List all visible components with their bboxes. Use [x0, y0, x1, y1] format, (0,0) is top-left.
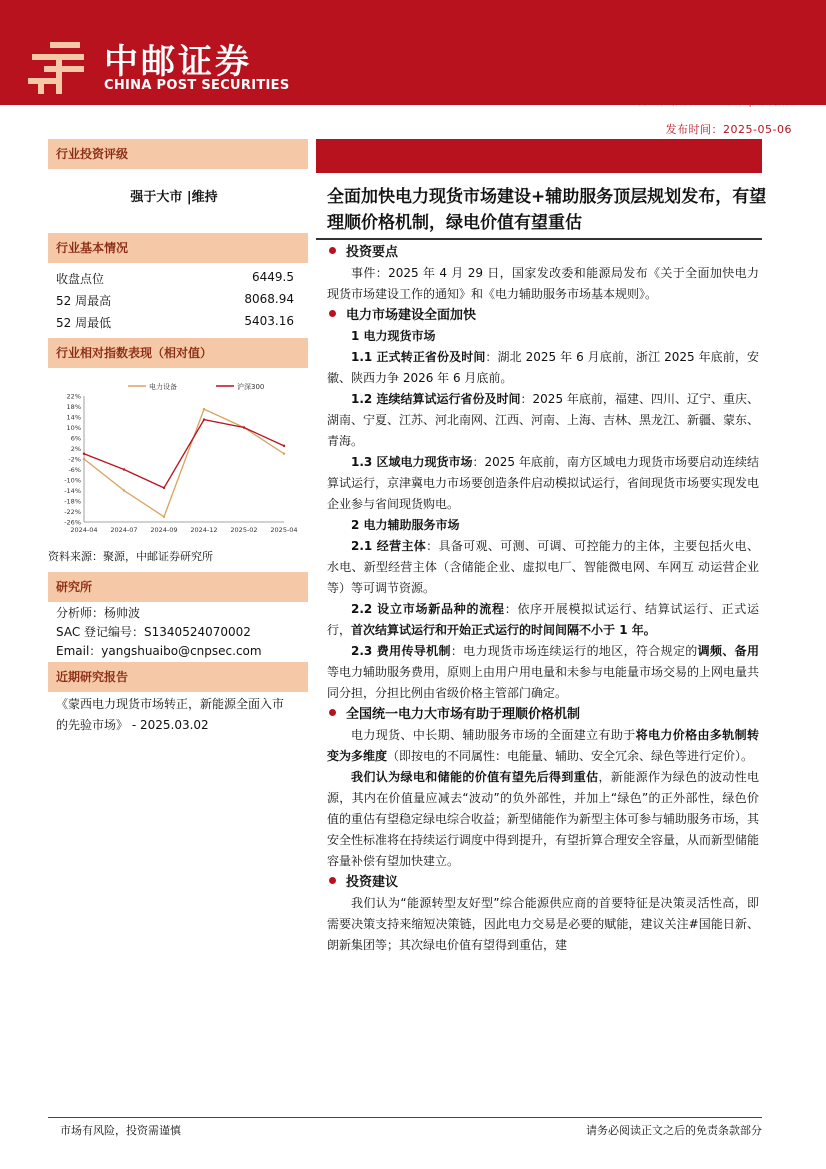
basic-row [56, 270, 294, 287]
basic-label: 52 周最高 [56, 294, 112, 308]
analyst: 分析师：杨帅波 [56, 606, 141, 620]
paragraph: 1.2 连续结算试运行省份及时间：2025 年底前，福建、四川、辽宁、重庆、湖南、宁夏、江苏、河北南网、江西、河南、上海、吉林、黑龙江、新疆、蒙东、青海。 [327, 392, 760, 448]
report-title: 全面加快电力现货市场建设+辅助服务顶层规划发布，有望理顺价格机制，绿电价值有望重估 [327, 187, 767, 233]
perf-title: 行业相对指数表现（相对值） [48, 338, 308, 368]
y-tick-label: -22% [64, 508, 81, 516]
y-tick-label: -26% [64, 518, 81, 527]
y-tick-label: 14% [66, 413, 81, 422]
data-point [163, 487, 165, 489]
relative-index-chart [48, 376, 300, 540]
paragraph: 1.3 区域电力现货市场：2025 年底前，南方区域电力现货市场要启动连续结算试运行，京津冀电力市场要创造条件启动模拟试运行，省间现货市场要实现发电企业参与省间现货购电。 [327, 455, 760, 511]
paragraph: 事件：2025 年 4 月 29 日，国家发改委和能源局发布《关于全面加快电力现货市场建设工作的通知》和《电力辅助服务市场基本规则》。 [327, 266, 759, 301]
data-point [123, 468, 125, 470]
y-tick-label: -18% [64, 497, 81, 506]
paragraph: 我们认为“能源转型友好型”综合能源供应商的首要特征是决策灵活性高，即需要决策支持来缩短决策链，因此电力交易是必要的赋能，建议关注#国能日新、朗新集团等；其次绿电价值有望得到重估，建 [327, 896, 759, 952]
section-heading: 电力市场建设全面加快 [327, 305, 759, 326]
data-point [243, 426, 245, 428]
subheading: 1 电力现货市场 [351, 329, 436, 343]
basic-title: 行业基本情况 [48, 233, 308, 263]
footer-divider [48, 1117, 762, 1118]
basic-value: 8068.94 [244, 292, 294, 306]
chart-source: 资料来源：聚源，中邮证券研究所 [48, 550, 213, 563]
footer-disclaimer: 请务必阅读正文之后的免责条款部分 [586, 1124, 762, 1137]
x-tick-label: 2025-04 [270, 526, 298, 534]
basic-value: 6449.5 [252, 270, 294, 284]
bullet-icon [329, 709, 336, 716]
y-tick-label: -6% [68, 466, 81, 474]
x-tick-label: 2024-12 [190, 526, 218, 534]
basic-row [56, 314, 294, 331]
header-band [0, 0, 826, 105]
series-line-2 [84, 420, 284, 488]
y-tick-label: 10% [66, 424, 81, 432]
x-tick-label: 2024-09 [150, 526, 178, 534]
report-type: 证券研究报告：电力设备|点评报告 [627, 94, 796, 107]
y-tick-label: 6% [70, 434, 81, 443]
paragraph: 2.1 经营主体：具备可观、可测、可调、可控能力的主体，主要包括火电、 水电、新型经营主体（含储能企业、虚拟电厂、智能微电网、车网互 动运营企业等）等可调节资源。 [327, 539, 759, 595]
analyst-block [56, 604, 262, 661]
y-tick-label: 22% [66, 392, 81, 401]
paragraph: 2.2 设立市场新品种的流程：依序开展模拟试运行、结算试运行、正式运行，首次结算试运行和开始正式运行的时间间隔不小于 1 年。 [327, 602, 760, 637]
x-tick-label: 2024-07 [110, 526, 138, 534]
legend-label: 电力设备 [149, 383, 177, 391]
footer-risk: 市场有风险，投资需谨慎 [60, 1124, 181, 1137]
section-heading: 投资要点 [327, 242, 759, 263]
recent-title: 近期研究报告 [48, 662, 308, 692]
email: Email：yangshuaibo@cnpsec.com [56, 644, 262, 658]
institute-title: 研究所 [48, 572, 308, 602]
bullet-icon [329, 310, 336, 317]
basic-row [56, 292, 294, 309]
data-point [283, 453, 285, 455]
data-point [163, 516, 165, 518]
y-tick-label: 18% [66, 403, 81, 411]
data-point [123, 489, 125, 491]
sac-number: SAC 登记编号：S1340524070002 [56, 625, 251, 639]
x-tick-label: 2025-02 [230, 526, 258, 534]
y-tick-label: -2% [68, 455, 81, 464]
publish-date: 发布时间：2025-05-06 [665, 123, 792, 136]
logo-en: CHINA POST SECURITIES [104, 78, 290, 93]
logo-cn: 中邮证券 [104, 42, 252, 82]
title-band [316, 139, 762, 173]
paragraph: 1.1 正式转正省份及时间：湖北 2025 年 6 月底前，浙江 2025 年底前，安徽、陕西力争 2026 年 6 月底前。 [327, 350, 759, 385]
paragraph: 2.3 费用传导机制：电力现货市场连续运行的地区，符合规定的调频、备用等电力辅助服务费用，原则上由用户用电量和未参与电能量市场交易的上网电量共同分担，分担比例由省级价格主管部门确定。 [327, 644, 760, 700]
section-heading: 全国统一电力大市场有助于理顺价格机制 [327, 704, 759, 725]
basic-label: 52 周最低 [56, 316, 112, 330]
y-tick-label: 2% [70, 445, 81, 453]
y-tick-label: -14% [64, 487, 81, 495]
data-point [83, 453, 85, 455]
recent-report[interactable]: 《蒙西电力现货市场转正，新能源全面入市的先验市场》 - 2025.03.02 [56, 697, 285, 732]
paragraph: 电力现货、中长期、辅助服务市场的全面建立有助于将电力价格由多轨制转变为多维度（即按电的不同属性：电能量、辅助、安全冗余、绿色等进行定价）。 [327, 728, 759, 763]
x-tick-label: 2024-04 [70, 526, 98, 534]
y-tick-label: -10% [64, 476, 81, 485]
china-post-logo-icon [28, 42, 88, 94]
title-divider [316, 238, 762, 240]
data-point [203, 408, 205, 410]
rating-title: 行业投资评级 [48, 139, 308, 169]
data-point [83, 458, 85, 460]
rating: 强于大市 |维持 [130, 190, 218, 205]
data-point [203, 418, 205, 420]
basic-value: 5403.16 [244, 314, 294, 328]
basic-label: 收盘点位 [56, 272, 105, 286]
bullet-icon [329, 247, 336, 254]
legend-label: 沪深300 [237, 383, 265, 391]
data-point [283, 445, 285, 447]
main-content [327, 242, 759, 956]
bullet-icon [329, 877, 336, 884]
section-heading: 投资建议 [327, 872, 759, 893]
paragraph: 我们认为绿电和储能的价值有望先后得到重估，新能源作为绿色的波动性电源，其内在价值量应减去“波动”的负外部性，并加上“绿色”的正外部性，绿色价值的重估有望稳定绿电综合收益；新型储能作为新型主体可参与辅助服务市场，其安全性标准将在持续运行调度中得到提升，有望折算合理安全容量，从而新型储能容量补偿有望加快建立。 [327, 770, 760, 868]
series-line-1 [84, 409, 284, 517]
subheading: 2 电力辅助服务市场 [351, 518, 460, 532]
